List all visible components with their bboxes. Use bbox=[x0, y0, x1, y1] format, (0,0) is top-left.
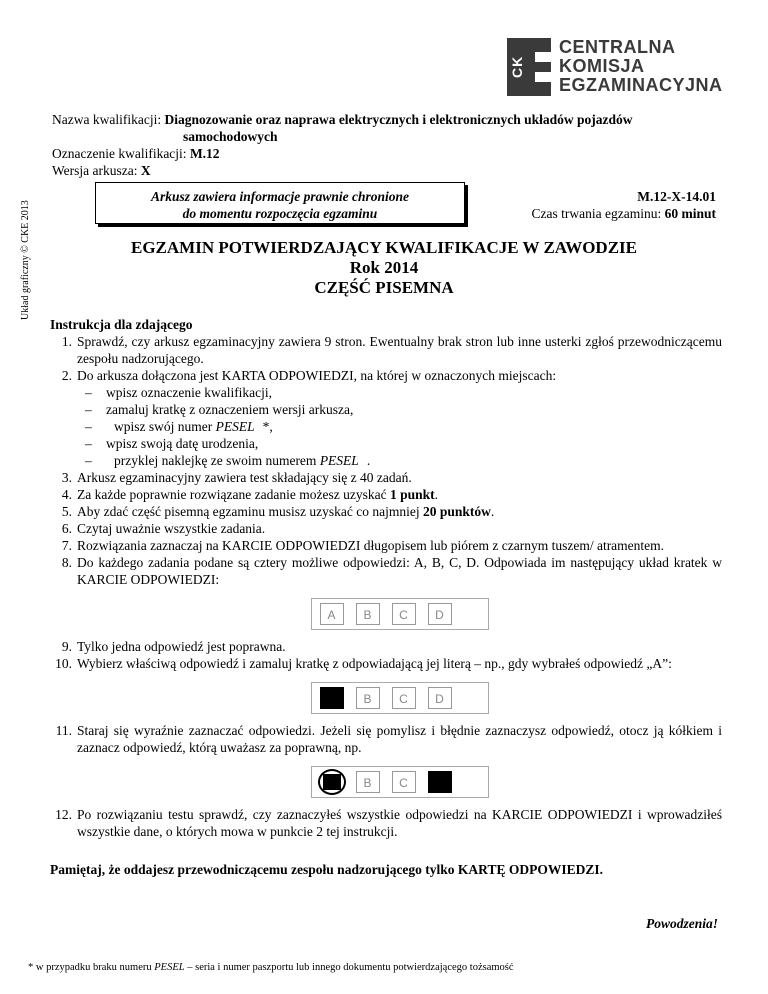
title-line-1: EGZAMIN POTWIERDZAJĄCY KWALIFIKACJE W ZAWODZIE bbox=[131, 238, 637, 257]
list-item: 6. Czytaj uważnie wszystkie zadania. bbox=[61, 521, 266, 536]
instr-9-text: Tylko jedna odpowiedź jest poprawna. bbox=[77, 639, 286, 654]
sub-item bbox=[85, 401, 722, 418]
box-c: C bbox=[392, 687, 416, 709]
instr-6-text: Czytaj uważnie wszystkie zadania. bbox=[77, 521, 266, 536]
logo-line-2: KOMISJA bbox=[559, 56, 645, 76]
version-label: Wersja arkusza: bbox=[52, 163, 141, 178]
sub-2-text: zamaluj kratkę z oznaczeniem wersji arkusza, bbox=[106, 402, 354, 417]
box-a: A bbox=[320, 603, 344, 625]
instr-4b: 1 punkt bbox=[389, 487, 435, 502]
exam-code-block bbox=[532, 188, 716, 222]
duration-label: Czas trwania egzaminu: bbox=[531, 206, 665, 221]
footnote bbox=[28, 962, 514, 973]
list-item: 3. Arkusz egzaminacyjny zawiera test składający się z 40 zadań. bbox=[61, 470, 412, 485]
answer-boxes-filled bbox=[311, 682, 489, 714]
box-d-filled bbox=[428, 771, 452, 793]
answer-boxes-corrected bbox=[311, 766, 489, 798]
box-c: C bbox=[392, 603, 416, 625]
confidential-line-1: Arkusz zawiera informacje prawnie chronione bbox=[150, 189, 410, 204]
list-item: 2. Do arkusza dołączona jest KARTA ODPOWIEDZI, na której w oznaczonych miejscach: – wpisz oznaczenie kwalifikacji, – zamaluj kratkę z oznaczeniem wersji arkusza, – wpisz swój numer PESEL *, – wpisz swoją datę urodzenia, – przyklej naklejkę ze swoim numerem PESEL . bbox=[50, 367, 722, 469]
qual-value: Diagnozowanie oraz naprawa elektrycznych i elektronicznych układów pojazdów bbox=[164, 112, 633, 127]
sub-item bbox=[85, 435, 722, 452]
cke-logo bbox=[507, 38, 723, 96]
box-b: B bbox=[356, 771, 380, 793]
title-line-3: CZĘŚĆ PISEMNA bbox=[314, 278, 454, 297]
code-value: M.12 bbox=[189, 146, 220, 161]
instr-4a: Za każde poprawnie rozwiązane zadanie możesz uzyskać bbox=[77, 487, 390, 502]
box-d: D bbox=[428, 687, 452, 709]
code-label: Oznaczenie kwalifikacji: bbox=[52, 146, 190, 161]
title-line-2: Rok 2014 bbox=[349, 258, 419, 277]
logo-line-3: EGZAMINACYJNA bbox=[559, 75, 723, 95]
sub-3a: wpisz swój numer bbox=[114, 419, 216, 434]
instr-8-text: Do każdego zadania podane są cztery możliwe odpowiedzi: A, B, C, D. Odpowiada im następujący układ kratek w KARCIE ODPOWIEDZI: bbox=[77, 555, 722, 587]
answer-boxes-example bbox=[311, 598, 489, 630]
box-b: B bbox=[356, 687, 380, 709]
instr-5c: . bbox=[490, 504, 495, 519]
box-b: B bbox=[356, 603, 380, 625]
confidential-line-2: do momentu rozpoczęcia egzaminu bbox=[182, 206, 378, 221]
qual-value-cont: samochodowych bbox=[183, 129, 278, 144]
sub-item bbox=[85, 418, 722, 435]
instr-2-text: Do arkusza dołączona jest KARTA ODPOWIEDZI, na której w oznaczonych miejscach: bbox=[77, 368, 557, 383]
footnote-c: – seria i numer paszportu lub innego dokumentu potwierdzającego tożsamość bbox=[184, 962, 514, 973]
list-item: 4. Za każde poprawnie rozwiązane zadanie możesz uzyskać 1 punkt. bbox=[61, 487, 438, 502]
sub-3b: PESEL bbox=[215, 419, 255, 434]
logo-line-1: CENTRALNA bbox=[559, 37, 676, 57]
side-label: Układ graficzny © CKE 2013 bbox=[20, 200, 31, 320]
logo-mark-text: CK bbox=[509, 55, 525, 78]
box-a-filled bbox=[320, 687, 344, 709]
list-item: 9. Tylko jedna odpowiedź jest poprawna. bbox=[61, 639, 286, 654]
remember-note: Pamiętaj, że oddajesz przewodniczącemu zespołu nadzorującego tylko KARTĘ ODPOWIEDZI. bbox=[50, 862, 603, 877]
instr-5b: 20 punktów bbox=[423, 504, 491, 519]
qual-label: Nazwa kwalifikacji: bbox=[52, 112, 165, 127]
box-a-circled bbox=[320, 771, 344, 793]
sub-1-text: wpisz oznaczenie kwalifikacji, bbox=[106, 385, 273, 400]
instr-11-text: Staraj się wyraźnie zaznaczać odpowiedzi. Jeżeli się pomylisz i błędnie zaznaczysz odpowiedź, otocz ją kółkiem i zaznacz odpowiedź, którą uważasz za poprawną, np. bbox=[77, 723, 722, 755]
instr-1-text: Sprawdź, czy arkusz egzaminacyjny zawiera 9 stron. Ewentualny brak stron lub inne usterki zgłoś przewodniczącemu zespołu nadzorującego. bbox=[77, 334, 722, 366]
instructions bbox=[50, 316, 722, 840]
logo-text bbox=[559, 38, 723, 95]
list-item: 7. Rozwiązania zaznaczaj na KARCIE ODPOWIEDZI długopisem lub piórem z czarnym tuszem/ atramentem. bbox=[61, 538, 665, 553]
version-value: X bbox=[140, 163, 151, 178]
instr-7-text: Rozwiązania zaznaczaj na KARCIE ODPOWIEDZI długopisem lub piórem z czarnym tuszem/ atramentem. bbox=[77, 538, 665, 553]
sub-item bbox=[85, 384, 722, 401]
sub-5c: . bbox=[366, 453, 371, 468]
list-item: 12. Po rozwiązaniu testu sprawdź, czy zaznaczyłeś wszystkie odpowiedzi na KARCIE ODPOWIEDZI i wprowadziłeś wszystkie dane, o których mowa w punkcie 2 tej instrukcji. bbox=[55, 807, 722, 839]
list-item: 1. Sprawdź, czy arkusz egzaminacyjny zawiera 9 stron. Ewentualny brak stron lub inne usterki zgłoś przewodniczącemu zespołu nadzorującego. bbox=[61, 334, 722, 366]
list-item: 11. Staraj się wyraźnie zaznaczać odpowiedzi. Jeżeli się pomylisz i błędnie zaznaczysz odpowiedź, otocz ją kółkiem i zaznacz odpowiedź, którą uważasz za poprawną, np. B C bbox=[50, 722, 722, 798]
sub-5a: przyklej naklejkę ze swoim numerem bbox=[114, 453, 320, 468]
sub-3c: *, bbox=[262, 419, 273, 434]
confidential-box bbox=[95, 182, 465, 224]
page-title bbox=[0, 238, 768, 298]
list-item: 10. Wybierz właściwą odpowiedź i zamaluj kratkę z odpowiadającą jej literą – np., gdy wybrałeś odpowiedź „A”: B C D bbox=[50, 655, 722, 714]
box-d: D bbox=[428, 603, 452, 625]
sub-4-text: wpisz swoją datę urodzenia, bbox=[106, 436, 259, 451]
sub-5b: PESEL bbox=[319, 453, 359, 468]
box-c: C bbox=[392, 771, 416, 793]
footnote-b: PESEL bbox=[154, 962, 185, 973]
cke-logo-mark bbox=[507, 38, 551, 96]
footnote-a: * w przypadku braku numeru bbox=[28, 962, 155, 973]
qualification-meta bbox=[52, 111, 633, 179]
instr-12-text: Po rozwiązaniu testu sprawdź, czy zaznaczyłeś wszystkie odpowiedzi na KARCIE ODPOWIEDZI i wprowadziłeś wszystkie dane, o których mowa w punkcie 2 tej instrukcji. bbox=[77, 807, 722, 839]
list-item: 5. Aby zdać część pisemną egzaminu musisz uzyskać co najmniej 20 punktów. bbox=[61, 504, 495, 519]
duration-value: 60 minut bbox=[664, 206, 716, 221]
instr-5a: Aby zdać część pisemną egzaminu musisz uzyskać co najmniej bbox=[77, 504, 423, 519]
list-item: 8. Do każdego zadania podane są cztery możliwe odpowiedzi: A, B, C, D. Odpowiada im następujący układ kratek w KARCIE ODPOWIEDZI: A B C D bbox=[50, 554, 722, 630]
instructions-heading: Instrukcja dla zdającego bbox=[50, 317, 193, 332]
exam-code: M.12-X-14.01 bbox=[637, 189, 716, 204]
good-luck: Powodzenia! bbox=[645, 916, 718, 931]
instr-10-text: Wybierz właściwą odpowiedź i zamaluj kratkę z odpowiadającą jej literą – np., gdy wybrałeś odpowiedź „A”: bbox=[77, 656, 672, 671]
instr-4c: . bbox=[434, 487, 438, 502]
instr-3-text: Arkusz egzaminacyjny zawiera test składający się z 40 zadań. bbox=[77, 470, 412, 485]
sub-item bbox=[85, 452, 722, 469]
